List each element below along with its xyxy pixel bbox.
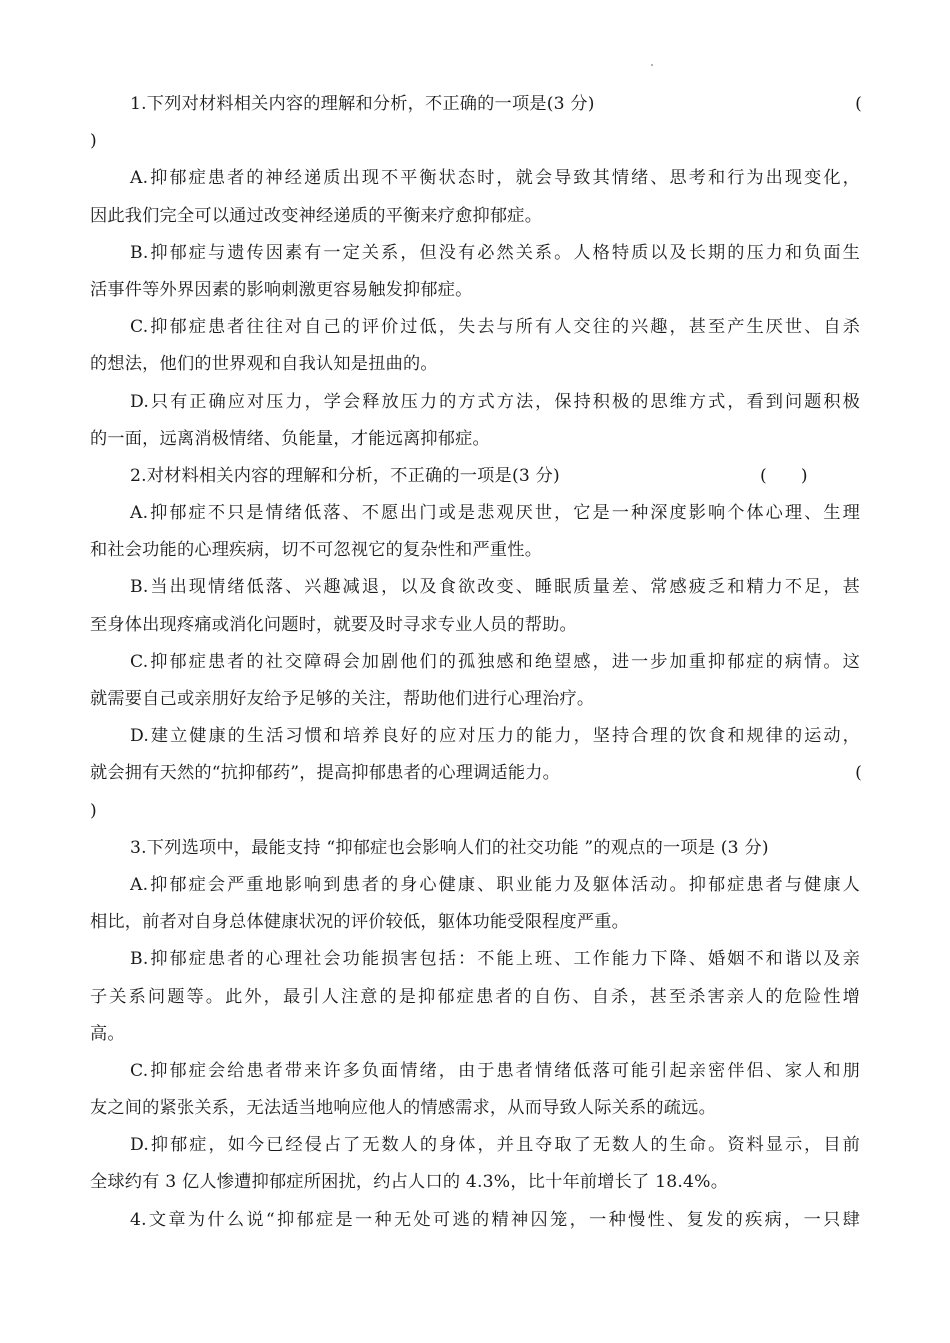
question-1-answer-paren-close: ) — [90, 131, 97, 152]
question-2-option-a-line-1: A.抑郁症不只是情绪低落、不愿出门或是悲观厌世，它是一种深度影响个体心理、生理 — [130, 503, 860, 524]
question-2-extra-paren-open: ( — [855, 763, 862, 784]
document-page — [90, 86, 860, 1239]
question-3-option-a-line-2: 相比，前者对自身总体健康状况的评价较低，躯体功能受限程度严重。 — [90, 912, 630, 933]
question-1-stem — [90, 86, 860, 123]
question-2-option-b-line-1: B.当出现情绪低落、兴趣减退，以及食欲改变、睡眠质量差、常感疲乏和精力不足，甚 — [130, 577, 860, 598]
question-2-option-d-line-1: D.建立健康的生活习惯和培养良好的应对压力的能力，坚持合理的饮食和规律的运动， — [130, 726, 860, 747]
question-1-option-d-line-1: D.只有正确应对压力，学会释放压力的方式方法，保持积极的思维方式，看到问题积极 — [130, 391, 860, 412]
question-3-option-a-line-1: A.抑郁症会严重地影响到患者的身心健康、职业能力及躯体活动。抑郁症患者与健康人 — [130, 874, 860, 895]
question-2-option-c-line-1: C.抑郁症患者的社交障碍会加剧他们的孤独感和绝望感，进一步加重抑郁症的病情。这 — [130, 651, 860, 672]
question-1-option-b-line-1: B.抑郁症与遗传因素有一定关系，但没有必然关系。人格特质以及长期的压力和负面生 — [130, 242, 860, 263]
question-3-option-b-line-1: B.抑郁症患者的心理社会功能损害包括：不能上班、工作能力下降、婚姻不和谐以及亲 — [130, 949, 860, 970]
stray-dot — [651, 64, 653, 66]
question-2-option-d-line-2-text: 就会拥有天然的“抗抑郁药”，提高抑郁患者的心理调适能力。 — [90, 763, 561, 784]
question-3-stem: 3.下列选项中，最能支持 “抑郁症也会影响人们的社交功能 ”的观点的一项是 (3 分) — [130, 837, 769, 858]
question-3-option-d-line-2: 全球约有 3 亿人惨遭抑郁症所困扰，约占人口的 4.3%，比十年前增长了 18.4%。 — [90, 1172, 729, 1193]
question-2-stem — [90, 458, 860, 495]
question-2-stem-text: 2.对材料相关内容的理解和分析，不正确的一项是(3 分) — [130, 465, 560, 486]
question-2-option-c-line-2: 就需要自己或亲朋好友给予足够的关注，帮助他们进行心理治疗。 — [90, 689, 595, 709]
question-2-option-b-line-2: 至身体出现疼痛或消化问题时，就要及时寻求专业人员的帮助。 — [90, 614, 577, 635]
question-3-option-c-line-2: 友之间的紧张关系，无法适当地响应他人的情感需求，从而导致人际关系的疏远。 — [90, 1098, 716, 1119]
question-4-stem: 4.文章为什么说“抑郁症是一种无处可逃的精神囚笼，一种慢性、复发的疾病，一只肆 — [130, 1209, 860, 1230]
question-3-option-c-line-1: C.抑郁症会给患者带来许多负面情绪，由于患者情绪低落可能引起亲密伴侣、家人和朋 — [130, 1060, 860, 1081]
question-2-answer-paren: ( ) — [760, 465, 808, 486]
question-2-option-d-line-2 — [90, 755, 860, 792]
question-2-option-a-line-2: 和社会功能的心理疾病，切不可忽视它的复杂性和严重性。 — [90, 540, 543, 561]
question-3-option-d-line-1: D.抑郁症，如今已经侵占了无数人的身体，并且夺取了无数人的生命。资料显示，目前 — [130, 1135, 860, 1156]
question-1-option-c-line-1: C.抑郁症患者往往对自己的评价过低，失去与所有人交往的兴趣，甚至产生厌世、自杀 — [130, 317, 860, 338]
question-1-option-b-line-2: 活事件等外界因素的影响刺激更容易触发抑郁症。 — [90, 279, 473, 300]
question-1-option-c-line-2: 的想法，他们的世界观和自我认知是扭曲的。 — [90, 354, 438, 375]
question-3-option-b-line-2: 子关系问题等。此外，最引人注意的是抑郁症患者的自伤、自杀，甚至杀害亲人的危险性增 — [90, 986, 860, 1007]
question-1-option-a-line-1: A.抑郁症患者的神经递质出现不平衡状态时，就会导致其情绪、思考和行为出现变化， — [130, 168, 860, 189]
question-2-extra-paren-close: ) — [90, 800, 97, 821]
question-1-option-a-line-2: 因此我们完全可以通过改变神经递质的平衡来疗愈抑郁症。 — [90, 205, 543, 226]
question-1-answer-paren-open: ( — [855, 94, 862, 114]
question-1-stem-text: 1.下列对材料相关内容的理解和分析，不正确的一项是(3 分) — [130, 94, 595, 114]
question-1-option-d-line-2: 的一面，远离消极情绪、负能量，才能远离抑郁症。 — [90, 428, 490, 449]
question-3-option-b-line-3: 高。 — [90, 1023, 125, 1044]
